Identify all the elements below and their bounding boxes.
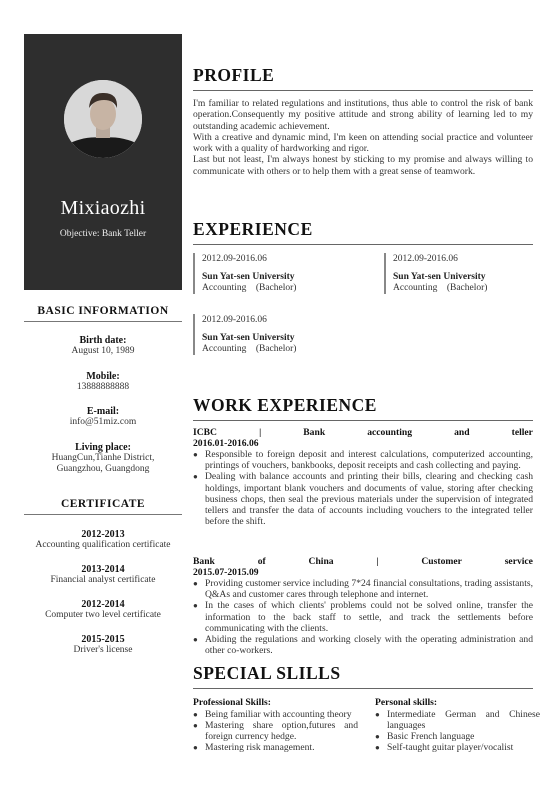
info-label: Living place:	[75, 441, 131, 453]
job-date: 2015.07-2015.09	[193, 567, 259, 578]
job-heading-word: Bank	[303, 427, 326, 438]
job-date: 2016.01-2016.06	[193, 438, 259, 449]
list-item: ● Abiding the regulations and working closely with the operating administration and other co-workers.	[193, 634, 533, 656]
job-heading	[193, 556, 533, 567]
list-item: ● Intermediate German and Chinese languages	[375, 709, 540, 731]
list-item: ● Basic French language	[375, 731, 540, 742]
personal-skills	[375, 697, 540, 753]
info-label: Birth date:	[79, 335, 127, 346]
divider	[193, 420, 533, 421]
job-heading-word: of	[257, 556, 266, 567]
job-heading-word: service	[504, 556, 533, 567]
certificate-item	[24, 599, 182, 620]
job-heading-word: and	[454, 427, 470, 438]
certificate-item	[24, 564, 182, 585]
job-heading-word: China	[308, 556, 334, 567]
experience-item	[193, 314, 343, 355]
personal-skills-list	[375, 709, 540, 754]
certificate-years: 2012-2014	[81, 598, 125, 610]
job-heading	[193, 427, 533, 438]
professional-skills-title: Professional Skills:	[193, 697, 271, 708]
job-entry	[193, 556, 533, 656]
divider	[193, 688, 533, 689]
special-skills-title: SPECIAL SLILLS	[193, 663, 341, 683]
experience-title: EXPERIENCE	[193, 219, 313, 239]
info-living-place	[24, 442, 182, 476]
work-experience-title: WORK EXPERIENCE	[193, 395, 377, 415]
divider	[24, 321, 182, 322]
job-entry	[193, 427, 533, 527]
certificate-title: CERTIFICATE	[60, 497, 146, 510]
profile-header-panel	[24, 34, 182, 290]
certificate-item	[24, 529, 182, 550]
experience-item	[384, 253, 534, 294]
job-heading-word: Bank	[193, 556, 215, 567]
info-label: E-mail:	[86, 406, 120, 417]
experience-item	[193, 253, 343, 294]
portrait-photo	[64, 80, 142, 158]
info-email	[24, 406, 182, 429]
avatar	[64, 80, 142, 158]
info-value: 13888888888	[76, 381, 130, 392]
certificate-years: 2013-2014	[81, 563, 125, 575]
experience-degree: Accounting (Bachelor)	[202, 283, 297, 293]
profile-paragraph: With a creative and dynamic mind, I'm keen on attending social practice and volunteer work with a quality of hardworking and rigor.	[193, 131, 533, 155]
certificate-name: Driver's license	[73, 644, 133, 655]
info-value: Guangzhou, Guangdong	[56, 464, 150, 474]
list-item: ● Being familiar with accounting theory	[193, 709, 358, 720]
info-mobile	[24, 371, 182, 394]
job-duties	[193, 578, 533, 656]
info-birth	[24, 335, 182, 358]
objective-text: Objective: Bank Teller	[59, 229, 147, 239]
info-value: HuangCun,Tianhe District,	[51, 452, 155, 463]
experience-school: Sun Yat-sen University	[202, 333, 295, 343]
experience-date: 2012.09-2016.06	[202, 315, 267, 325]
left-column	[24, 290, 182, 655]
job-heading-word: Customer	[421, 556, 462, 567]
certificate-item	[24, 634, 182, 655]
experience-date: 2012.09-2016.06	[202, 254, 267, 264]
list-item: ● Mastering share option,futures and foreign currency hedge.	[193, 720, 358, 742]
professional-skills-list	[193, 709, 358, 754]
job-heading-word: |	[376, 556, 379, 567]
list-item: ● Providing customer service including 7*24 financial consultations, trading assistants, Q&As and customer cares through telephone and internet.	[193, 578, 533, 600]
info-label: Mobile:	[86, 370, 120, 382]
experience-school: Sun Yat-sen University	[202, 272, 295, 282]
job-duties	[193, 449, 533, 527]
professional-skills	[193, 697, 358, 753]
experience-degree: Accounting (Bachelor)	[202, 344, 297, 354]
certificate-name: Financial analyst certificate	[50, 574, 156, 585]
certificate-years: 2012-2013	[81, 528, 125, 540]
experience-degree: Accounting (Bachelor)	[393, 283, 488, 293]
profile-text	[193, 98, 533, 177]
list-item: ● Mastering risk management.	[193, 742, 358, 753]
experience-date: 2012.09-2016.06	[393, 254, 458, 264]
info-value: August 10, 1989	[71, 346, 135, 356]
job-heading-word: |	[259, 427, 262, 438]
job-heading-word: ICBC	[193, 427, 217, 438]
certificate-years: 2015-2015	[81, 633, 125, 645]
certificate-name: Computer two level certificate	[45, 609, 161, 620]
person-name: Mixiaozhi	[60, 197, 146, 219]
list-item: ● In the cases of which clients' problems could not be solved online, transfer the information to the back staff to settle, and track the settlements before communicating with the clients.	[193, 600, 533, 634]
experience-school: Sun Yat-sen University	[393, 272, 486, 282]
divider	[193, 244, 533, 245]
basic-info-title: BASIC INFORMATION	[37, 305, 169, 317]
email-link[interactable]: info@51miz.com	[69, 417, 137, 427]
list-item: ● Self-taught guitar player/vocalist	[375, 742, 540, 753]
divider	[24, 514, 182, 515]
profile-title: PROFILE	[193, 65, 275, 85]
divider	[193, 90, 533, 91]
profile-paragraph: I'm familiar to related regulations and institutions, thus able to control the risk of bank operation.Consequently my positive attitude and strong ability of learning led to my outstanding academic achievement.	[193, 98, 533, 132]
profile-paragraph: Last but not least, I'm always honest by sticking to my promise and always willing to communicate with others or to help them with a great sense of teamwork.	[193, 154, 533, 177]
job-heading-word: accounting	[367, 427, 413, 438]
job-heading-word: teller	[511, 427, 533, 438]
list-item: ● Responsible to foreign deposit and interest calculations, computerized accounting, printings of vouchers, bankbooks, deposit receipts and cash collecting and paying.	[193, 449, 533, 471]
personal-skills-title: Personal skills:	[375, 697, 438, 708]
list-item: ● Dealing with balance accounts and printing their bills, clearing and checking cash holdings, important blank vouchers and documents of value, storing after checking business chops, then seal the previous materials under the supervision of integrated tellers and transfer the data of accounts including vouchers to the integrated teller before the shift.	[193, 471, 533, 527]
certificate-name: Accounting qualification certificate	[35, 539, 171, 550]
